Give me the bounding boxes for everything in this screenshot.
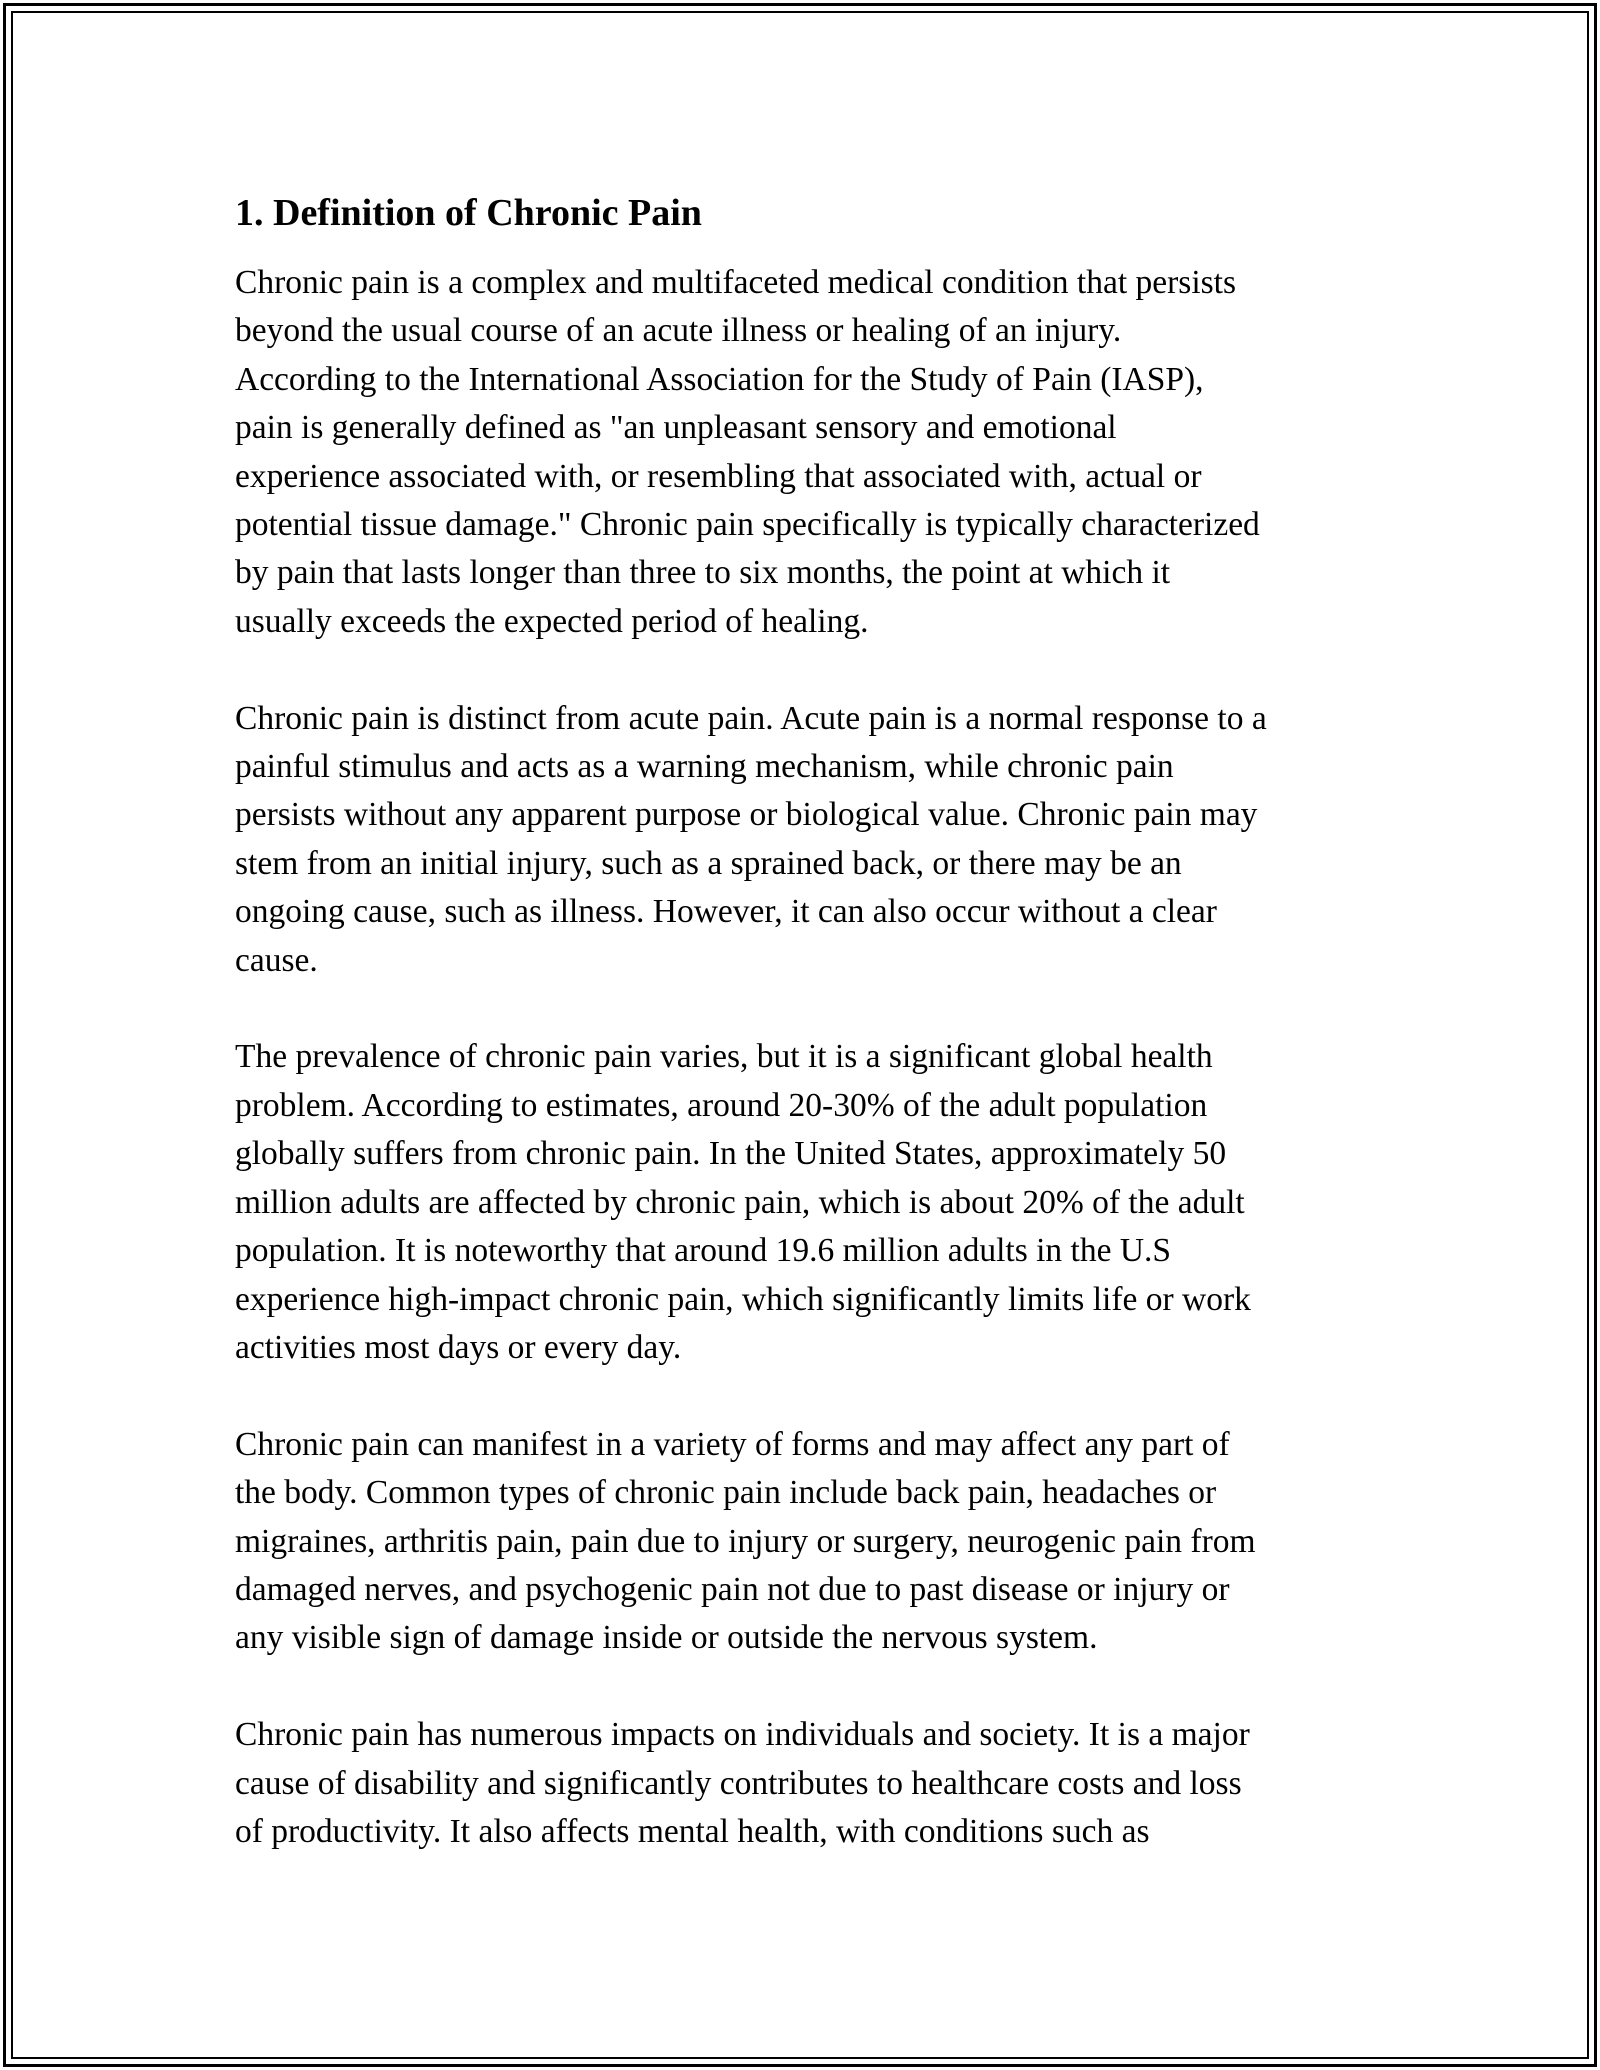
text-line: stem from an initial injury, such as a sprained back, or there may be an [235, 844, 1182, 882]
text-line: beyond the usual course of an acute illness or healing of an injury. [235, 312, 1122, 350]
text-line: potential tissue damage." Chronic pain specifically is typically characterized [235, 506, 1260, 544]
text-line: the body. Common types of chronic pain include back pain, headaches or [235, 1474, 1217, 1512]
text-line: The prevalence of chronic pain varies, but it is a significant global health [235, 1038, 1213, 1076]
text-line: Chronic pain is distinct from acute pain. Acute pain is a normal response to a [235, 699, 1267, 737]
text-line: Chronic pain can manifest in a variety of forms and may affect any part of [235, 1425, 1230, 1463]
text-line: experience high-impact chronic pain, which significantly limits life or work [235, 1280, 1251, 1318]
paragraph-prevalence [235, 1033, 1375, 1372]
text-line: of productivity. It also affects mental health, with conditions such as [235, 1812, 1150, 1850]
paragraph-types [235, 1421, 1375, 1663]
text-line: problem. According to estimates, around 20-30% of the adult population [235, 1086, 1208, 1124]
text-line: globally suffers from chronic pain. In the United States, approximately 50 [235, 1135, 1227, 1173]
text-line: activities most days or every day. [235, 1328, 682, 1366]
text-line: Chronic pain has numerous impacts on individuals and society. It is a major [235, 1716, 1250, 1754]
paragraph-impacts [235, 1711, 1375, 1856]
text-line: million adults are affected by chronic pain, which is about 20% of the adult [235, 1183, 1245, 1221]
text-line: damaged nerves, and psychogenic pain not due to past disease or injury or [235, 1570, 1230, 1608]
text-line: pain is generally defined as "an unpleasant sensory and emotional [235, 409, 1117, 447]
text-line: cause. [235, 941, 318, 979]
text-line: painful stimulus and acts as a warning mechanism, while chronic pain [235, 748, 1174, 786]
text-line: Chronic pain is a complex and multifaceted medical condition that persists [235, 264, 1237, 301]
document-body [235, 185, 1375, 1856]
text-line: experience associated with, or resembling that associated with, actual or [235, 457, 1202, 495]
text-line: usually exceeds the expected period of healing. [235, 602, 869, 640]
paragraph-acute-vs-chronic [235, 695, 1375, 985]
text-line: population. It is noteworthy that around 19.6 million adults in the U.S [235, 1232, 1172, 1270]
text-line: any visible sign of damage inside or outside the nervous system. [235, 1619, 1098, 1657]
text-line: According to the International Association for the Study of Pain (IASP), [235, 360, 1204, 398]
text-line: migraines, arthritis pain, pain due to injury or surgery, neurogenic pain from [235, 1522, 1256, 1560]
paragraph-definition [235, 259, 1375, 646]
text-line: ongoing cause, such as illness. However, it can also occur without a clear [235, 893, 1217, 931]
text-line: by pain that lasts longer than three to six months, the point at which it [235, 554, 1171, 592]
text-line: cause of disability and significantly contributes to healthcare costs and loss [235, 1764, 1242, 1802]
section-title: 1. Definition of Chronic Pain [235, 192, 702, 234]
text-line: persists without any apparent purpose or biological value. Chronic pain may [235, 796, 1258, 834]
